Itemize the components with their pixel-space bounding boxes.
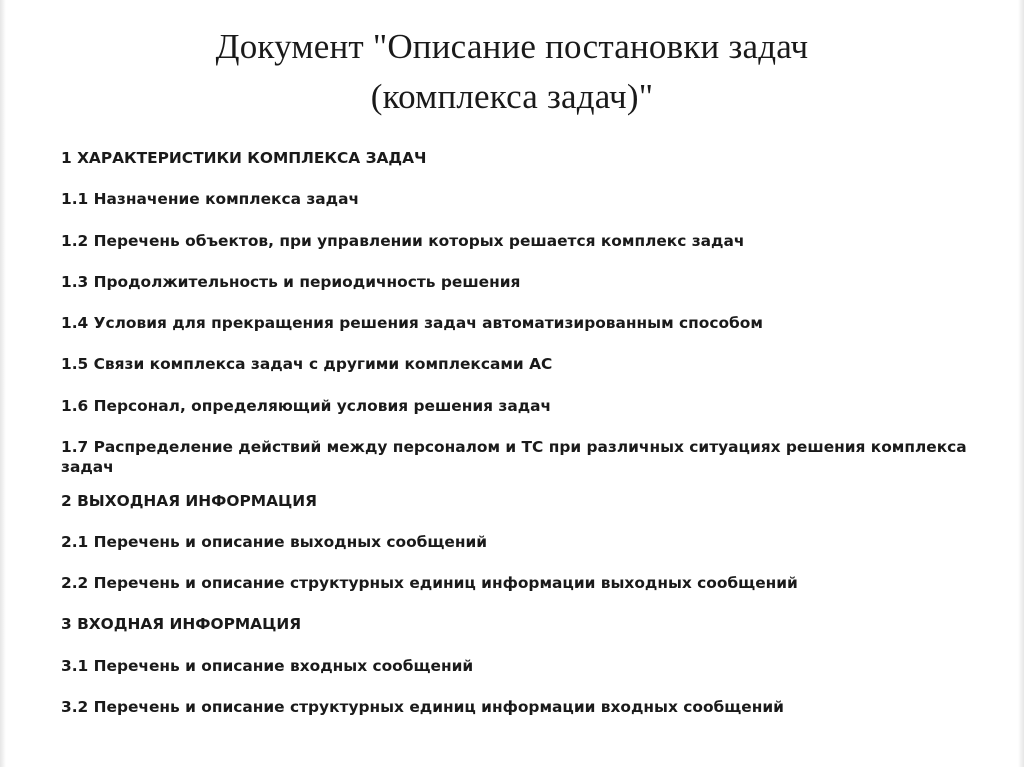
list-item: 1.2 Перечень объектов, при управлении которых решается комплекс задач xyxy=(61,231,745,250)
list-item: 1.6 Персонал, определяющий условия решения задач xyxy=(61,396,552,415)
list-item: 2.2 Перечень и описание структурных единиц информации выходных сообщений xyxy=(61,574,798,593)
contents-list xyxy=(61,148,981,738)
list-item: 1.1 Назначение комплекса задач xyxy=(61,190,360,209)
list-item: 1.3 Продолжительность и периодичность решения xyxy=(61,272,521,291)
section-heading: 2 ВЫХОДНАЯ ИНФОРМАЦИЯ xyxy=(61,491,318,510)
section-heading: 3 ВХОДНАЯ ИНФОРМАЦИЯ xyxy=(61,615,302,634)
slide-title-line-1: Документ "Описание постановки задач xyxy=(215,27,809,66)
list-item: 1.5 Связи комплекса задач с другими комплексами АС xyxy=(61,355,553,374)
slide-title xyxy=(0,22,1024,122)
list-item: 3.2 Перечень и описание структурных единиц информации входных сообщений xyxy=(61,698,784,717)
list-item: 1.7 Распределение действий между персоналом и ТС при различных ситуациях решения комплекса задач xyxy=(61,438,967,477)
list-item: 1.4 Условия для прекращения решения задач автоматизированным способом xyxy=(61,314,763,333)
slide-title-line-2: (комплекса задач)" xyxy=(370,77,654,116)
section-heading: 1 ХАРАКТЕРИСТИКИ КОМПЛЕКСА ЗАДАЧ xyxy=(61,149,427,167)
list-item: 2.1 Перечень и описание выходных сообщений xyxy=(61,532,488,551)
list-item: 3.1 Перечень и описание входных сообщений xyxy=(61,656,474,675)
